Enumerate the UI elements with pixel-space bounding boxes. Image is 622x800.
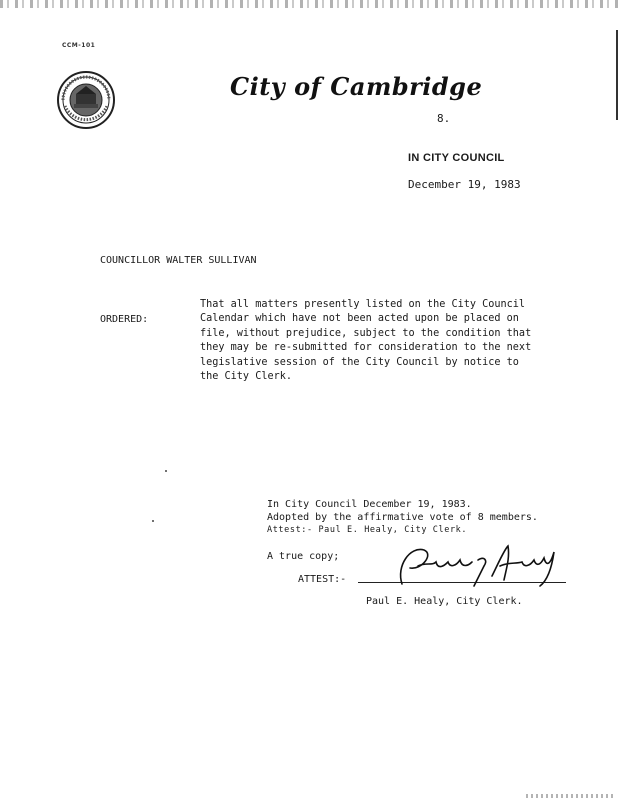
order-line: That all matters presently listed on the City Council	[200, 299, 526, 310]
vote-record	[267, 498, 538, 537]
signer-name: Paul E. Healy, City Clerk.	[366, 596, 523, 607]
handwritten-signature	[388, 536, 568, 588]
order-line: they may be re-submitted for consideration to the next	[200, 342, 532, 354]
item-number: 8.	[437, 112, 451, 125]
ordered-label: ORDERED:	[100, 314, 149, 325]
order-text	[200, 298, 560, 384]
order-line: Calendar which have not been acted upon be placed on	[200, 313, 519, 325]
scan-edge-bottom	[526, 794, 616, 798]
vote-line-attest: Attest:- Paul E. Healy, City Clerk.	[267, 525, 468, 535]
scan-edge-top	[0, 0, 622, 8]
scan-edge-right	[616, 30, 618, 120]
sponsor-name: COUNCILLOR WALTER SULLIVAN	[100, 255, 257, 266]
order-line: the City Clerk.	[200, 371, 293, 383]
attest-label: ATTEST:-	[298, 574, 347, 585]
council-date: December 19, 1983	[408, 178, 521, 191]
order-line: legislative session of the City Council by notice to	[200, 356, 519, 368]
vote-line-date: In City Council December 19, 1983.	[267, 499, 472, 510]
form-code: CCM-101	[62, 42, 96, 49]
city-seal-icon	[56, 70, 116, 130]
true-copy-label: A true copy;	[267, 551, 340, 562]
vote-line-adopted: Adopted by the affirmative vote of 8 members.	[267, 512, 538, 523]
order-line: file, without prejudice, subject to the condition that	[200, 327, 532, 339]
scan-speck	[152, 520, 154, 522]
city-title: City of Cambridge	[230, 72, 483, 101]
scan-speck	[165, 470, 167, 472]
council-heading: IN CITY COUNCIL	[408, 152, 505, 164]
